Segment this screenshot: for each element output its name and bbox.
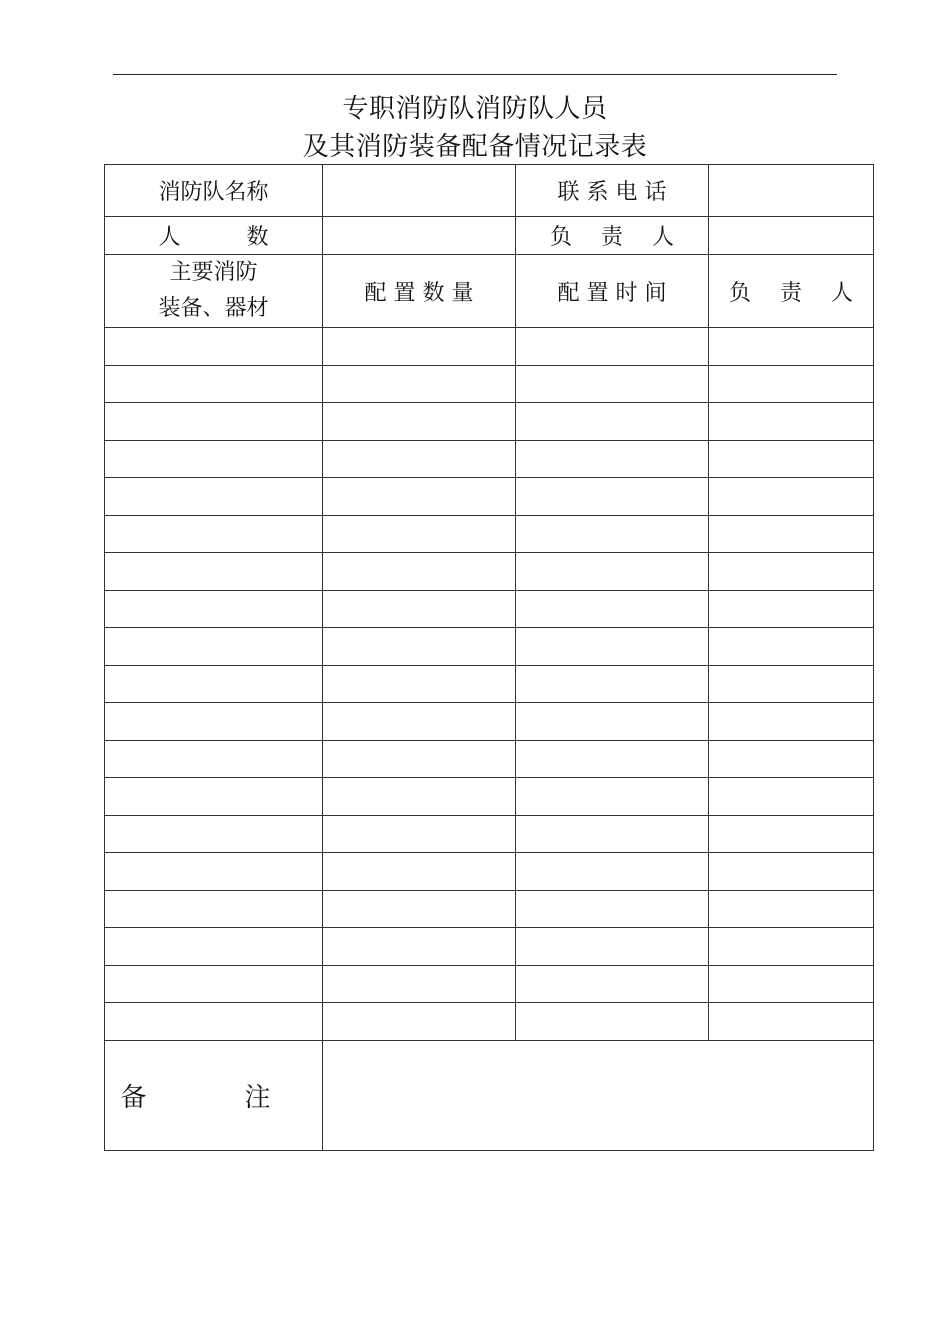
time-cell[interactable] [516, 328, 709, 366]
table-row [105, 778, 874, 816]
table-row [105, 665, 874, 703]
responsible-cell[interactable] [709, 965, 874, 1003]
quantity-cell[interactable] [323, 628, 516, 666]
quantity-cell[interactable] [323, 403, 516, 441]
responsible-cell[interactable] [709, 703, 874, 741]
equipment-cell[interactable] [105, 403, 323, 441]
equipment-cell[interactable] [105, 778, 323, 816]
equipment-cell[interactable] [105, 365, 323, 403]
table-row [105, 815, 874, 853]
quantity-cell[interactable] [323, 328, 516, 366]
time-cell[interactable] [516, 853, 709, 891]
table-row [105, 965, 874, 1003]
headcount-value[interactable] [323, 217, 516, 255]
equipment-header-row [105, 255, 874, 328]
table-row [105, 328, 874, 366]
remark-label: 备 注 [120, 1082, 307, 1113]
equipment-header [105, 255, 323, 328]
equipment-cell[interactable] [105, 440, 323, 478]
quantity-cell[interactable] [323, 965, 516, 1003]
table-row [105, 1003, 874, 1041]
quantity-cell[interactable] [323, 815, 516, 853]
quantity-cell[interactable] [323, 703, 516, 741]
time-cell[interactable] [516, 740, 709, 778]
table-row [105, 890, 874, 928]
responsible-cell[interactable] [709, 403, 874, 441]
time-cell[interactable] [516, 815, 709, 853]
equipment-label-line2: 装备、器材 [158, 296, 269, 321]
team-name-label: 消防队名称 [105, 165, 323, 217]
responsible-cell[interactable] [709, 815, 874, 853]
responsible-cell[interactable] [709, 665, 874, 703]
responsible-header: 负 责 人 [709, 255, 874, 328]
table-row [105, 440, 874, 478]
phone-value[interactable] [709, 165, 874, 217]
table-row [105, 928, 874, 966]
table-row [105, 403, 874, 441]
time-cell[interactable] [516, 478, 709, 516]
table-row [105, 553, 874, 591]
headcount-row [105, 217, 874, 255]
time-cell[interactable] [516, 778, 709, 816]
time-cell[interactable] [516, 515, 709, 553]
equipment-label-line1: 主要消防 [169, 260, 258, 285]
responsible-cell[interactable] [709, 890, 874, 928]
remark-label-cell [105, 1040, 323, 1150]
form-title-line1: 专职消防队消防队人员 [342, 94, 608, 124]
table-row [105, 590, 874, 628]
equipment-cell[interactable] [105, 890, 323, 928]
quantity-cell[interactable] [323, 365, 516, 403]
responsible-label: 负 责 人 [516, 217, 709, 255]
quantity-cell[interactable] [323, 440, 516, 478]
responsible-cell[interactable] [709, 440, 874, 478]
time-cell[interactable] [516, 365, 709, 403]
time-cell[interactable] [516, 928, 709, 966]
equipment-cell[interactable] [105, 853, 323, 891]
responsible-cell[interactable] [709, 478, 874, 516]
responsible-cell[interactable] [709, 365, 874, 403]
time-cell[interactable] [516, 590, 709, 628]
responsible-cell[interactable] [709, 590, 874, 628]
equipment-cell[interactable] [105, 328, 323, 366]
responsible-cell[interactable] [709, 928, 874, 966]
quantity-header: 配 置 数 量 [323, 255, 516, 328]
responsible-cell[interactable] [709, 515, 874, 553]
responsible-cell[interactable] [709, 328, 874, 366]
table-row [105, 703, 874, 741]
responsible-cell[interactable] [709, 1003, 874, 1041]
table-row [105, 515, 874, 553]
team-name-value[interactable] [323, 165, 516, 217]
time-cell[interactable] [516, 965, 709, 1003]
responsible-cell[interactable] [709, 778, 874, 816]
equipment-cell[interactable] [105, 815, 323, 853]
time-cell[interactable] [516, 440, 709, 478]
equipment-cell[interactable] [105, 928, 323, 966]
quantity-cell[interactable] [323, 590, 516, 628]
responsible-cell[interactable] [709, 853, 874, 891]
equipment-cell[interactable] [105, 590, 323, 628]
time-cell[interactable] [516, 628, 709, 666]
top-rule [113, 74, 837, 75]
remark-row [105, 1040, 874, 1150]
quantity-cell[interactable] [323, 853, 516, 891]
headcount-label: 人 数 [105, 217, 323, 255]
phone-label: 联 系 电 话 [516, 165, 709, 217]
equipment-cell[interactable] [105, 665, 323, 703]
remark-value[interactable] [323, 1040, 874, 1150]
quantity-cell[interactable] [323, 1003, 516, 1041]
time-cell[interactable] [516, 703, 709, 741]
time-cell[interactable] [516, 1003, 709, 1041]
equipment-cell[interactable] [105, 965, 323, 1003]
table-row [105, 740, 874, 778]
time-cell[interactable] [516, 403, 709, 441]
table-row [105, 365, 874, 403]
equipment-cell[interactable] [105, 553, 323, 591]
quantity-cell[interactable] [323, 928, 516, 966]
equipment-cell[interactable] [105, 1003, 323, 1041]
equipment-cell[interactable] [105, 628, 323, 666]
time-cell[interactable] [516, 890, 709, 928]
equipment-cell[interactable] [105, 703, 323, 741]
responsible-cell[interactable] [709, 553, 874, 591]
team-info-row [105, 165, 874, 217]
responsible-value[interactable] [709, 217, 874, 255]
quantity-cell[interactable] [323, 890, 516, 928]
equipment-cell[interactable] [105, 478, 323, 516]
equipment-cell[interactable] [105, 515, 323, 553]
table-row [105, 628, 874, 666]
quantity-cell[interactable] [323, 740, 516, 778]
quantity-cell[interactable] [323, 515, 516, 553]
equipment-cell[interactable] [105, 740, 323, 778]
time-header: 配 置 时 间 [516, 255, 709, 328]
quantity-cell[interactable] [323, 665, 516, 703]
quantity-cell[interactable] [323, 478, 516, 516]
table-row [105, 853, 874, 891]
form-title-line2: 及其消防装备配备情况记录表 [302, 132, 648, 162]
time-cell[interactable] [516, 553, 709, 591]
responsible-cell[interactable] [709, 628, 874, 666]
table-row [105, 478, 874, 516]
quantity-cell[interactable] [323, 553, 516, 591]
quantity-cell[interactable] [323, 778, 516, 816]
responsible-cell[interactable] [709, 740, 874, 778]
record-table [104, 164, 874, 1151]
time-cell[interactable] [516, 665, 709, 703]
